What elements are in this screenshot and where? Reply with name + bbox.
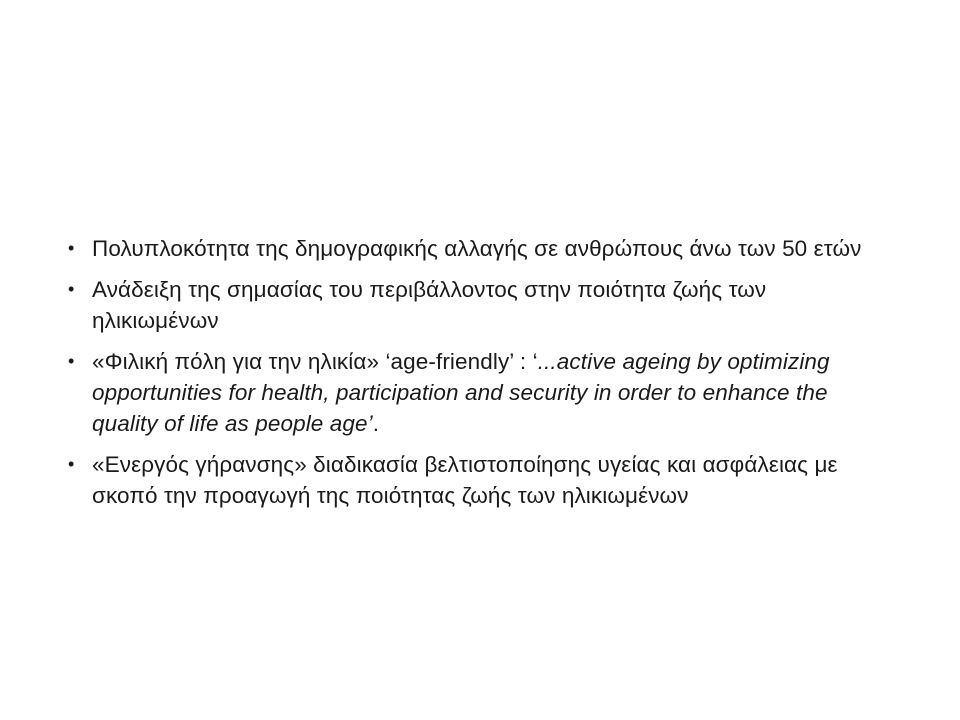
bullet-text-plain: «Φιλική πόλη για την ηλικία» ‘age-friendly’ : ‘ — [92, 349, 538, 374]
bullet-text: Πολυπλοκότητα της δημογραφικής αλλαγής σε ανθρώπους άνω των 50 ετών — [92, 236, 862, 261]
bullet-text: «Ενεργός γήρανσης» διαδικασία βελτιστοποίησης υγείας και ασφάλειας με σκοπό την προαγωγή της ποιότητας ζωής των ηλικιωμένων — [92, 452, 838, 508]
bullet-text-tail: . — [372, 411, 380, 436]
bullet-point-icon: • — [68, 351, 75, 371]
bullet-item-age-friendly — [68, 346, 898, 439]
bullet-item-demographic-change — [68, 233, 898, 264]
bullet-item-environment — [68, 274, 898, 336]
bullet-list — [68, 233, 898, 521]
bullet-point-icon: • — [68, 454, 75, 474]
bullet-point-icon: • — [68, 279, 75, 299]
bullet-text-italic-quote: ...active ageing by optimizing opportunities for health, participation and security in order to enhance the quality of life as people age’ — [92, 349, 830, 436]
bullet-item-active-ageing — [68, 449, 898, 511]
bullet-text: Ανάδειξη της σημασίας του περιβάλλοντος στην ποιότητα ζωής των ηλικιωμένων — [92, 277, 767, 333]
bullet-point-icon: • — [68, 238, 75, 258]
